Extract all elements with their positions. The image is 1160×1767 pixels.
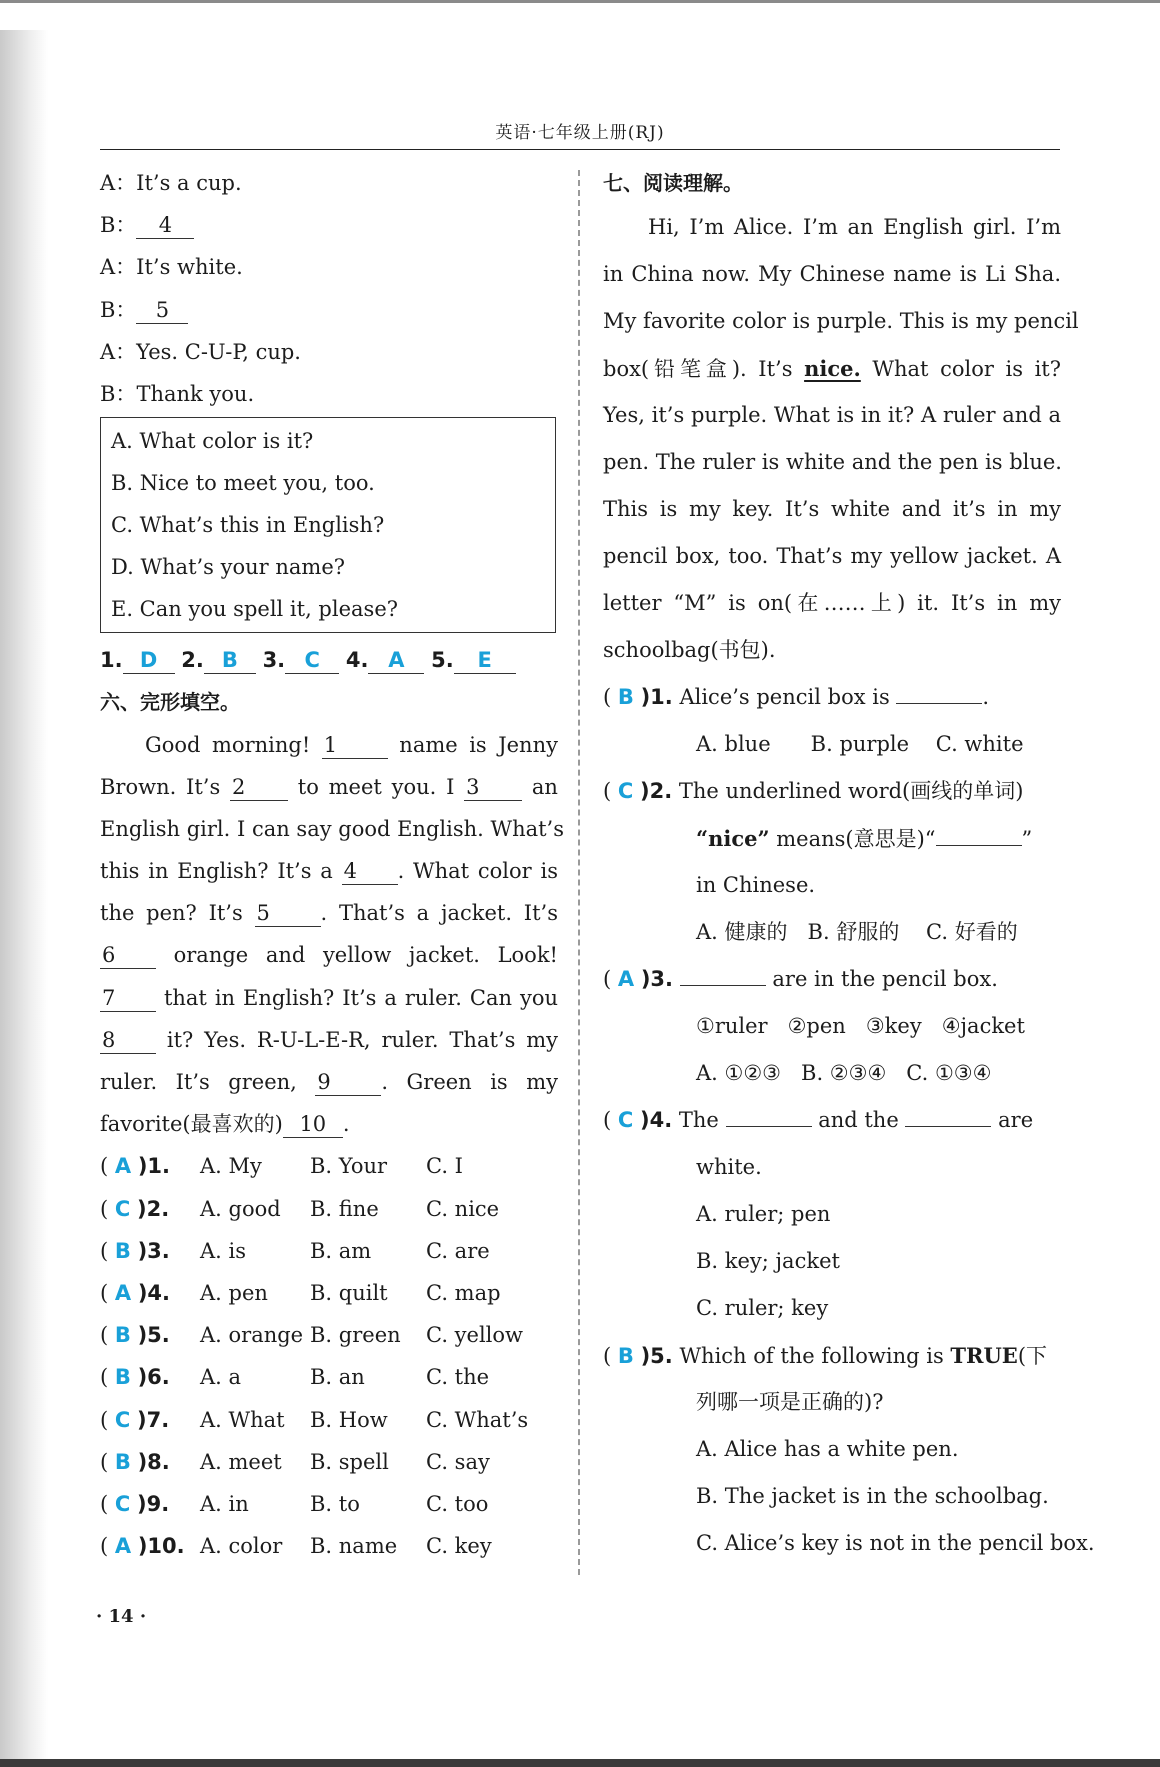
- passage-line: pen. The ruler is white and the pen is blue.: [603, 450, 1062, 474]
- answer-choice[interactable]: B: [114, 1449, 131, 1474]
- cloze-blank[interactable]: 4: [342, 858, 398, 885]
- page-header: 英语·七年级上册(RJ): [495, 123, 665, 143]
- cloze-blank[interactable]: 2: [230, 774, 288, 801]
- passage-line: this in English? It’s a 4 . What color is: [100, 859, 558, 884]
- passage-line: Good morning! 1 name is Jenny: [145, 732, 558, 757]
- passage-line: favorite(最喜欢的) 10 .: [100, 1112, 350, 1137]
- answer-blank[interactable]: D: [123, 647, 175, 674]
- dialogue-line: B：Thank you.: [100, 381, 255, 406]
- passage-line: ruler. It’s green, 9 . Green is my: [100, 1070, 558, 1094]
- answer-choice[interactable]: B: [617, 685, 634, 709]
- cloze-question: ( A )10. A. color B. name C. key: [100, 1534, 492, 1559]
- cloze-question: ( A )1. A. My B. Your C. I: [100, 1154, 463, 1179]
- reading-question-1: ( B )1. Alice’s pencil box is .: [603, 685, 990, 709]
- question-option: C. Alice’s key is not in the pencil box.: [696, 1531, 1095, 1555]
- question-stem-line: 列哪一项是正确的)?: [696, 1390, 884, 1414]
- cloze-question: ( B )5. A. orange B. green C. yellow: [100, 1323, 524, 1348]
- reading-question-4: ( C )4. The and the are: [603, 1108, 1034, 1132]
- cloze-question: ( C )9. A. in B. to C. too: [100, 1491, 489, 1516]
- passage-line: Brown. It’s 2 to meet you. I 3 an: [100, 774, 558, 799]
- dialogue-line: A：It’s a cup.: [100, 171, 242, 195]
- option-item: D. What’s your name?: [111, 555, 346, 580]
- cloze-blank[interactable]: 3: [464, 774, 522, 801]
- passage-line: box(铅笔盒). It’s nice. What color is it?: [603, 356, 1061, 381]
- passage-line: 8 it? Yes. R-U-L-E-R, ruler. That’s my: [102, 1027, 558, 1052]
- question-option: A. ruler; pen: [696, 1202, 831, 1226]
- question-options: A. ①②③ B. ②③④ C. ①③④: [696, 1061, 992, 1085]
- passage-line: 6 orange and yellow jacket. Look!: [102, 943, 558, 968]
- question-option: B. The jacket is in the schoolbag.: [696, 1484, 1049, 1508]
- answer-choice[interactable]: C: [617, 1108, 634, 1132]
- reading-question-3: ( A )3. are in the pencil box.: [603, 967, 998, 991]
- answer-choice[interactable]: A: [114, 1534, 132, 1559]
- answer-choice[interactable]: C: [617, 779, 634, 803]
- cloze-question: ( A )4. A. pen B. quilt C. map: [100, 1280, 501, 1305]
- cloze-question: ( C )7. A. What B. How C. What’s: [100, 1407, 529, 1432]
- question-stem-line: in Chinese.: [696, 873, 816, 897]
- answer-choice[interactable]: C: [114, 1407, 131, 1432]
- left-column: [100, 162, 565, 1567]
- question-option: C. ruler; key: [696, 1296, 829, 1320]
- answer-blank[interactable]: [936, 845, 1022, 846]
- passage-line: pencil box, too. That’s my yellow jacket. A: [603, 544, 1061, 568]
- cloze-blank[interactable]: 1: [322, 732, 388, 759]
- answer-blank[interactable]: C: [285, 647, 339, 674]
- question-stem-line: white.: [696, 1155, 762, 1179]
- reading-title: 七、阅读理解。: [603, 171, 743, 195]
- bottom-edge: [0, 1759, 1160, 1767]
- dialogue-line: B： 5: [100, 289, 558, 331]
- question-options: A. 健康的 B. 舒服的 C. 好看的: [696, 920, 1018, 944]
- dialogue-answers: 1. D 2. B 3. C 4. A 5. E: [100, 639, 558, 681]
- header-rule: [100, 149, 1060, 150]
- passage-line: the pen? It’s 5 . That’s a jacket. It’s: [100, 901, 558, 926]
- answer-choice[interactable]: A: [114, 1154, 132, 1179]
- cloze-blank[interactable]: 10: [283, 1111, 343, 1138]
- passage-line: Yes, it’s purple. What is in it? A ruler and a: [603, 403, 1061, 427]
- answer-choice[interactable]: B: [617, 1344, 634, 1368]
- passage-line: Hi, I’m Alice. I’m an English girl. I’m: [648, 215, 1061, 239]
- dialogue-line: B： 4: [100, 204, 558, 246]
- answer-blank[interactable]: [896, 703, 982, 704]
- passage-line: in China now. My Chinese name is Li Sha.: [603, 262, 1061, 286]
- option-item: A. What color is it?: [111, 429, 314, 454]
- answer-blank[interactable]: B: [204, 647, 256, 674]
- column-divider: [578, 170, 580, 1575]
- page-number: · 14 ·: [96, 1606, 147, 1627]
- option-item: B. Nice to meet you, too.: [111, 471, 375, 496]
- cloze-blank[interactable]: 8: [100, 1027, 156, 1054]
- question-options: A. blue B. purple C. white: [696, 732, 1024, 756]
- cloze-blank[interactable]: 7: [100, 985, 156, 1012]
- reading-question-2: ( C )2. The underlined word(画线的单词): [603, 779, 1024, 803]
- question-option: B. key; jacket: [696, 1249, 840, 1273]
- cloze-questions: [100, 1145, 558, 1567]
- passage-line: letter “M” is on(在……上) it. It’s in my: [603, 591, 1061, 615]
- cloze-question: ( B )8. A. meet B. spell C. say: [100, 1449, 490, 1474]
- dialogue-line: A：It’s white.: [100, 255, 243, 280]
- page-fold-shadow: [0, 30, 48, 1760]
- answer-blank[interactable]: [680, 985, 766, 986]
- options-box: [100, 417, 556, 633]
- cloze-question: ( B )3. A. is B. am C. are: [100, 1238, 490, 1263]
- reading-passage: [603, 204, 1079, 674]
- question-items: ①ruler ②pen ③key ④jacket: [696, 1014, 1025, 1038]
- answer-blank[interactable]: A: [368, 647, 424, 674]
- answer-choice[interactable]: B: [114, 1238, 131, 1263]
- dialogue-line: A：Yes. C-U-P, cup.: [100, 339, 301, 364]
- passage-line: 7 that in English? It’s a ruler. Can you: [102, 985, 558, 1010]
- cloze-blank[interactable]: 5: [255, 900, 321, 927]
- answer-choice[interactable]: C: [114, 1491, 131, 1516]
- cloze-blank[interactable]: 9: [315, 1069, 381, 1096]
- answer-choice[interactable]: B: [114, 1365, 131, 1390]
- cloze-blank[interactable]: 6: [100, 942, 156, 969]
- option-item: C. What’s this in English?: [111, 513, 385, 538]
- passage-line: English girl. I can say good English. What’s: [100, 816, 565, 841]
- cloze-title: 六、完形填空。: [100, 690, 240, 715]
- cloze-question: ( C )2. A. good B. fine C. nice: [100, 1196, 500, 1221]
- answer-choice[interactable]: A: [617, 967, 635, 991]
- answer-blank[interactable]: [905, 1126, 991, 1127]
- question-option: A. Alice has a white pen.: [696, 1437, 959, 1461]
- passage-line: This is my key. It’s white and it’s in my: [603, 497, 1061, 521]
- answer-choice[interactable]: C: [114, 1196, 131, 1221]
- passage-line: My favorite color is purple. This is my pencil: [603, 309, 1079, 333]
- passage-line: schoolbag(书包).: [603, 638, 776, 662]
- blank-5[interactable]: 5: [136, 297, 188, 324]
- underlined-word: nice.: [804, 356, 861, 381]
- cloze-question: ( B )6. A. a B. an C. the: [100, 1365, 490, 1390]
- cloze-passage: [100, 724, 565, 1146]
- answer-blank[interactable]: [726, 1126, 812, 1127]
- answer-choice[interactable]: A: [114, 1280, 132, 1305]
- top-edge: [0, 0, 1160, 3]
- answer-blank[interactable]: E: [454, 647, 516, 674]
- question-stem-line: “nice” means(意思是)“ ”: [696, 826, 1033, 851]
- answer-choice[interactable]: B: [114, 1323, 131, 1348]
- right-column: [603, 162, 1095, 1567]
- dialogue: [100, 162, 558, 415]
- option-item: E. Can you spell it, please?: [111, 597, 399, 622]
- reading-question-5: ( B )5. Which of the following is TRUE(下: [603, 1343, 1048, 1368]
- blank-4[interactable]: 4: [136, 212, 194, 239]
